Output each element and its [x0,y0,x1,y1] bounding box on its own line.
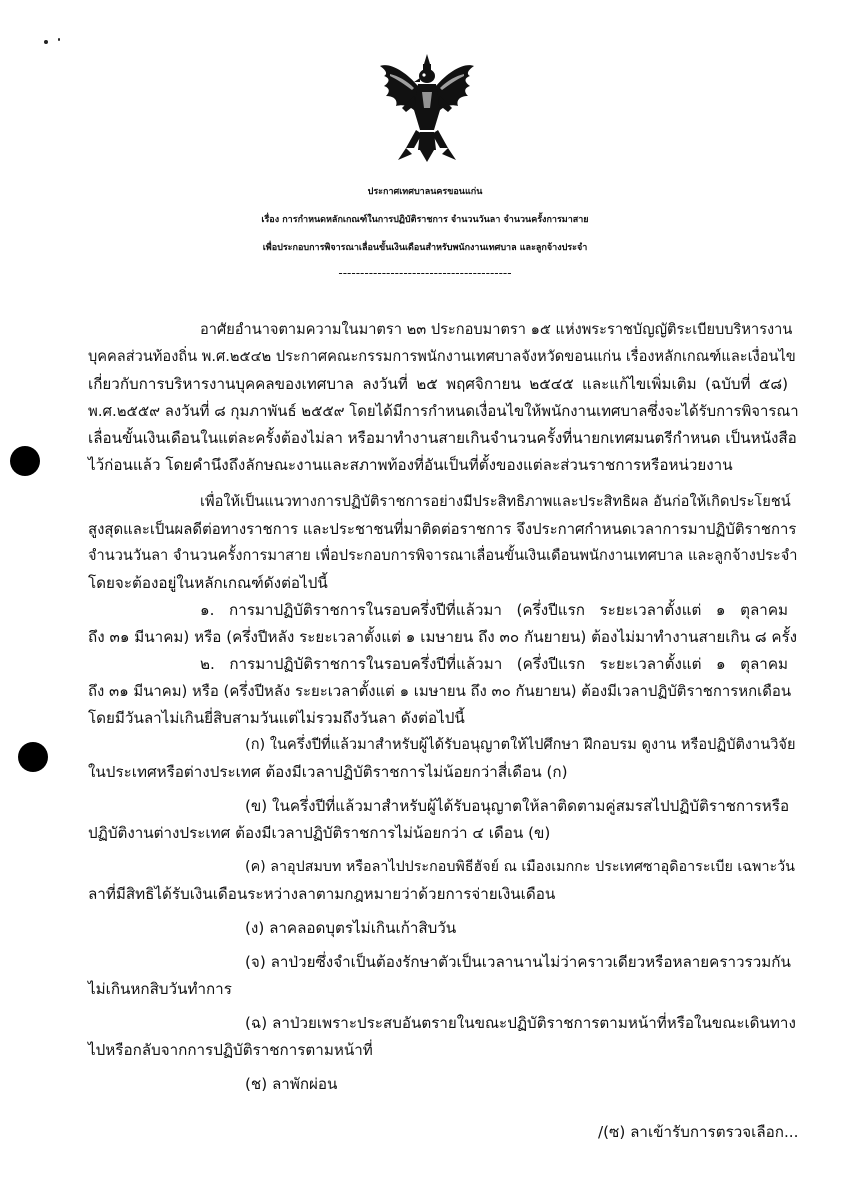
body-line: จำนวนวันลา จำนวนครั้งการมาสาย เพื่อประกอบการพิจารณาเลื่อนขั้นเงินเดือนพนักงานเทศบาล และลูกจ้างประจำ [88,547,798,564]
punch-hole [10,446,40,476]
continuation-note: /(ซ) ลาเข้ารับการตรวจเลือก... [598,1123,799,1141]
body-line: เกี่ยวกับการบริหารงานบุคคลของเทศบาล ลงวันที่ ๒๕ พฤศจิกายน ๒๕๔๕ และแก้ไขเพิ่มเติม (ฉบับที่ ๕๘) [88,375,788,393]
body-line: ไปหรือกลับจากการปฏิบัติราชการตามหน้าที่ [88,1041,373,1059]
body-line: โดยมีวันลาไม่เกินยี่สิบสามวันแต่ไม่รวมถึงวันลา ดังต่อไปนี้ [88,709,465,727]
body-line: เลื่อนขั้นเงินเดือนในแต่ละครั้งต้องไม่ลา หรือมาทำงานสายเกินจำนวนครั้งที่นายกเทศมนตรีกำหนด เป็นหนังสือ [88,429,797,447]
body-line: ถึง ๓๑ มีนาคม) หรือ (ครึ่งปีหลัง ระยะเวลาตั้งแต่ ๑ เมษายน ถึง ๓๐ กันยายน) ต้องไม่มาทำงานสายเกิน ๘ ครั้ง [88,628,798,646]
body-line: ปฏิบัติงานต่างประเทศ ต้องมีเวลาปฏิบัติราชการไม่น้อยกว่า ๔ เดือน (ข) [88,824,551,842]
criterion-2: ๒. การมาปฏิบัติราชการในรอบครึ่งปีที่แล้วมา (ครึ่งปีแรก ระยะเวลาตั้งแต่ ๑ ตุลาคม [200,655,788,673]
sub-item-cho-chang: (ช) ลาพักผ่อน [245,1075,338,1093]
sub-item-cho-ching: (ฉ) ลาป่วยเพราะประสบอันตรายในขณะปฏิบัติราชการตามหน้าที่หรือในขณะเดินทาง [245,1014,796,1032]
body-line: ลาที่มีสิทธิได้รับเงินเดือนระหว่างลาตามกฎหมายว่าด้วยการจ่ายเงินเดือน [88,885,556,903]
announcement-title: ประกาศเทศบาลนครขอนแก่น [367,187,483,197]
body-line: ในประเทศหรือต่างประเทศ ต้องมีเวลาปฏิบัติราชการไม่น้อยกว่าสี่เดือน (ก) [88,763,568,781]
body-line: ไว้ก่อนแล้ว โดยคำนึงถึงลักษณะงานและสภาพท้องที่อันเป็นที่ตั้งของแต่ละส่วนราชการหรือหน่วยงาน [88,456,733,474]
body-line: โดยจะต้องอยู่ในหลักเกณฑ์ดังต่อไปนี้ [88,574,328,592]
sub-item-kho: (ข) ในครึ่งปีที่แล้วมาสำหรับผู้ได้รับอนุญาตให้ลาติดตามคู่สมรสไปปฏิบัติราชการหรือ [245,797,790,815]
scan-speck [58,38,60,41]
sub-item-cho: (จ) ลาป่วยซึ่งจำเป็นต้องรักษาตัวเป็นเวลานานไม่ว่าคราวเดียวหรือหลายคราวรวมกัน [245,953,791,971]
criterion-1: ๑. การมาปฏิบัติราชการในรอบครึ่งปีที่แล้วมา (ครึ่งปีแรก ระยะเวลาตั้งแต่ ๑ ตุลาคม [200,601,788,619]
sub-item-ngo: (ง) ลาคลอดบุตรไม่เกินเก้าสิบวัน [245,919,457,937]
body-line: พ.ศ.๒๕๕๙ ลงวันที่ ๘ กุมภาพันธ์ ๒๕๕๙ โดยได้มีการกำหนดเงื่อนไขให้พนักงานเทศบาลซึ่งจะได้รับการพิจารณา [88,402,799,420]
sub-item-ko: (ก) ในครึ่งปีที่แล้วมาสำหรับผู้ได้รับอนุญาตให้ไปศึกษา ฝึกอบรม ดูงาน หรือปฏิบัติงานวิจัย [245,736,796,753]
sub-item-kho-khwai: (ค) ลาอุปสมบท หรือลาไปประกอบพิธีฮัจย์ ณ เมืองเมกกะ ประเทศซาอุดิอาระเบีย เฉพาะวัน [245,859,795,875]
body-line: สูงสุดและเป็นผลดีต่อทางราชการ และประชาชนที่มาติดต่อราชการ จึงประกาศกำหนดเวลาการมาปฏิบัติราชการ [88,520,797,538]
subject-line-continued: เพื่อประกอบการพิจารณาเลื่อนขั้นเงินเดือนสำหรับพนักงานเทศบาล และลูกจ้างประจำ [262,243,588,253]
header-divider: ---------------------------------------- [338,266,512,280]
body-line: ไม่เกินหกสิบวันทำการ [88,980,232,998]
body-line: อาศัยอำนาจตามความในมาตรา ๒๓ ประกอบมาตรา ๑๕ แห่งพระราชบัญญัติระเบียบบริหารงาน [200,321,793,338]
garuda-emblem-icon [376,52,478,164]
body-line: บุคคลส่วนท้องถิ่น พ.ศ.๒๕๔๒ ประกาศคณะกรรมการพนักงานเทศบาลจังหวัดขอนแก่น เรื่องหลักเกณฑ์และเงื่อนไข [88,348,796,365]
punch-hole [18,742,48,772]
subject-line: เรื่อง การกำหนดหลักเกณฑ์ในการปฏิบัติราชการ จำนวนวันลา จำนวนครั้งการมาสาย [261,215,589,225]
scan-speck [44,40,48,44]
body-line: ถึง ๓๑ มีนาคม) หรือ (ครึ่งปีหลัง ระยะเวลาตั้งแต่ ๑ เมษายน ถึง ๓๐ กันยายน) ต้องมีเวลาปฏิบัติราชการหกเดือน [88,682,792,700]
body-line: เพื่อให้เป็นแนวทางการปฏิบัติราชการอย่างมีประสิทธิภาพและประสิทธิผล อันก่อให้เกิดประโยชน์ [200,493,791,510]
